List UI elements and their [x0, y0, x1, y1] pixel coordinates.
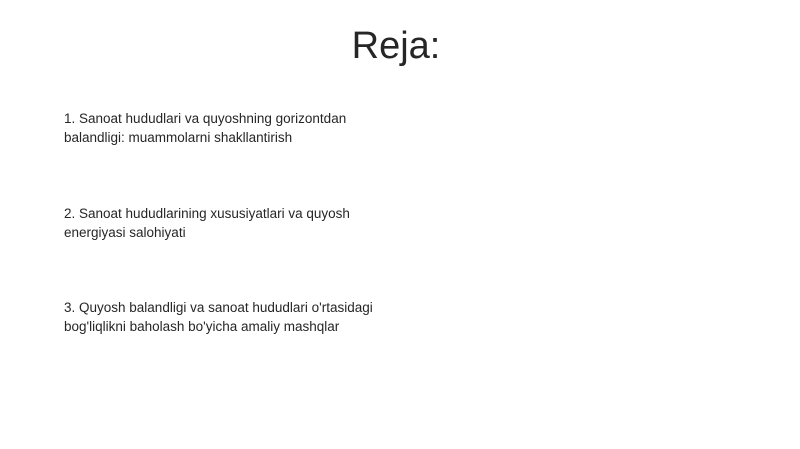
agenda-item-2-line-1: 2. Sanoat hududlarining xususiyatlari va quyosh — [64, 206, 350, 221]
agenda-item-2 — [64, 204, 404, 242]
agenda-item-1 — [64, 109, 404, 147]
agenda-item-3-line-1: 3. Quyosh balandligi va sanoat hududlari o'rtasidagi — [64, 300, 373, 315]
agenda-item-2-line-2: energiyasi salohiyati — [64, 225, 186, 240]
agenda-item-1-line-1: 1. Sanoat hududlari va quyoshning gorizontdan — [64, 111, 347, 126]
slide-title: Reja: — [351, 25, 441, 67]
agenda-item-3-line-2: bog'liqlikni baholash bo'yicha amaliy mashqlar — [64, 319, 340, 334]
agenda-item-3 — [64, 298, 404, 336]
agenda-item-1-line-2: balandligi: muammolarni shakllantirish — [64, 130, 293, 145]
